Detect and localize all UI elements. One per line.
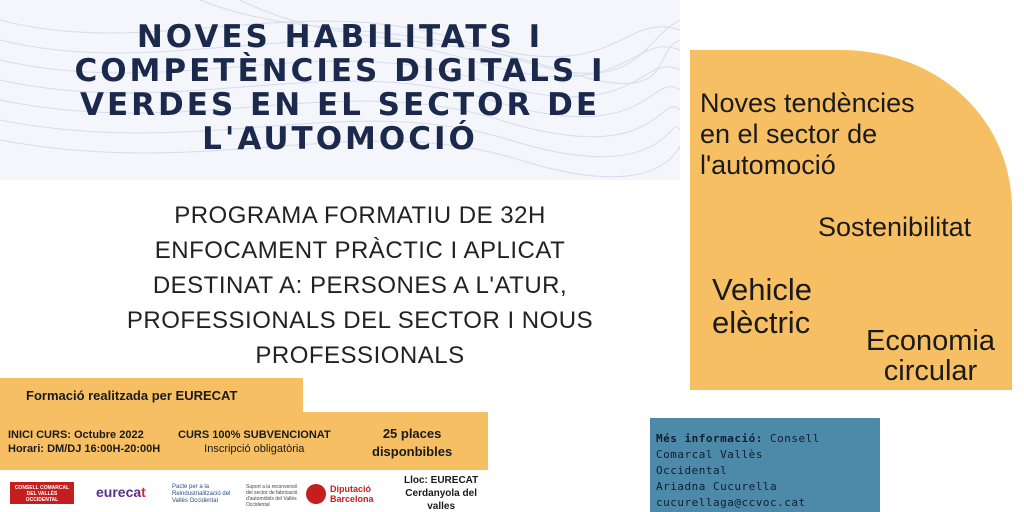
course-location [404, 474, 478, 512]
topic-economia-circular [866, 326, 995, 386]
program-description [60, 198, 660, 373]
diputacio-name: Diputació Barcelona [330, 484, 374, 504]
more-info-line: Occidental [656, 464, 728, 477]
places-line: disponbibles [372, 444, 453, 459]
trends-heading-line: l'automoció [700, 150, 836, 180]
trends-heading-line: Noves tendències [700, 88, 915, 118]
course-schedule [8, 428, 160, 456]
program-line: DESTINAT A: PERSONES A L'ATUR, [152, 272, 568, 299]
topic-sostenibilitat: Sostenibilitat [818, 212, 972, 242]
more-info-line: Consell [762, 432, 820, 445]
course-provider-label: Formació realitzada per EURECAT [26, 388, 238, 403]
eurecat-logo [96, 484, 146, 500]
more-info-line: Comarcal Vallès [656, 448, 763, 461]
topic-line: circular [883, 355, 978, 387]
location-line: Cerdanyola del [405, 488, 477, 499]
location-line: Lloc: EURECAT [404, 475, 479, 486]
topic-line: Vehicle [712, 272, 812, 307]
main-title [20, 20, 660, 156]
location-line: valles [427, 501, 456, 512]
suport-reconversio-logo: Suport a la reconversió del sector de fabricació d'automòbils del Vallès Occidental [246, 484, 298, 508]
program-line: PROGRAMA FORMATIU DE 32H [174, 202, 546, 229]
topic-vehicle-electric [712, 273, 812, 339]
title-line: VERDES EN EL SECTOR DE [79, 87, 601, 123]
more-info-text [656, 431, 880, 511]
course-start: INICI CURS: Octubre 2022 [8, 429, 144, 441]
subsidy-note: Inscripció obligatòria [204, 443, 305, 455]
diputacio-emblem-icon [306, 484, 326, 504]
topic-line: elèctric [712, 305, 811, 340]
program-line: PROFESSIONALS [255, 342, 465, 369]
pacte-reindustrialitzacio-logo: Pacte per a la Reindustrialització del Vallès Occidental [172, 484, 231, 504]
course-places [372, 425, 452, 461]
course-subsidy [178, 428, 331, 456]
trends-heading-line: en el sector de [700, 119, 878, 149]
program-line: PROFESSIONALS DEL SECTOR I NOUS [126, 307, 594, 334]
eurecat-logo-text: eureca [96, 484, 142, 500]
subsidy-title: CURS 100% SUBVENCIONAT [178, 429, 331, 441]
title-line: COMPETÈNCIES DIGITALS I [74, 53, 606, 89]
contact-email-link[interactable]: cucurellaga@ccvoc.cat [656, 496, 806, 509]
title-line: L'AUTOMOCIÓ [202, 121, 478, 157]
title-line: NOVES HABILITATS I [136, 19, 544, 55]
topic-line: Economia [866, 325, 995, 357]
trends-heading [700, 88, 915, 181]
places-line: 25 places [382, 426, 442, 441]
course-hours: Horari: DM/DJ 16:00H-20:00H [8, 443, 161, 455]
program-line: ENFOCAMENT PRÀCTIC I APLICAT [154, 237, 566, 264]
eurecat-logo-accent: t [141, 484, 146, 500]
consell-comarcal-logo: CONSELL COMARCAL DEL VALLÈS OCCIDENTAL [10, 482, 74, 504]
trends-panel [690, 30, 1012, 390]
contact-name: Ariadna Cucurella [656, 480, 778, 493]
more-info-label: Més informació: [656, 432, 763, 445]
